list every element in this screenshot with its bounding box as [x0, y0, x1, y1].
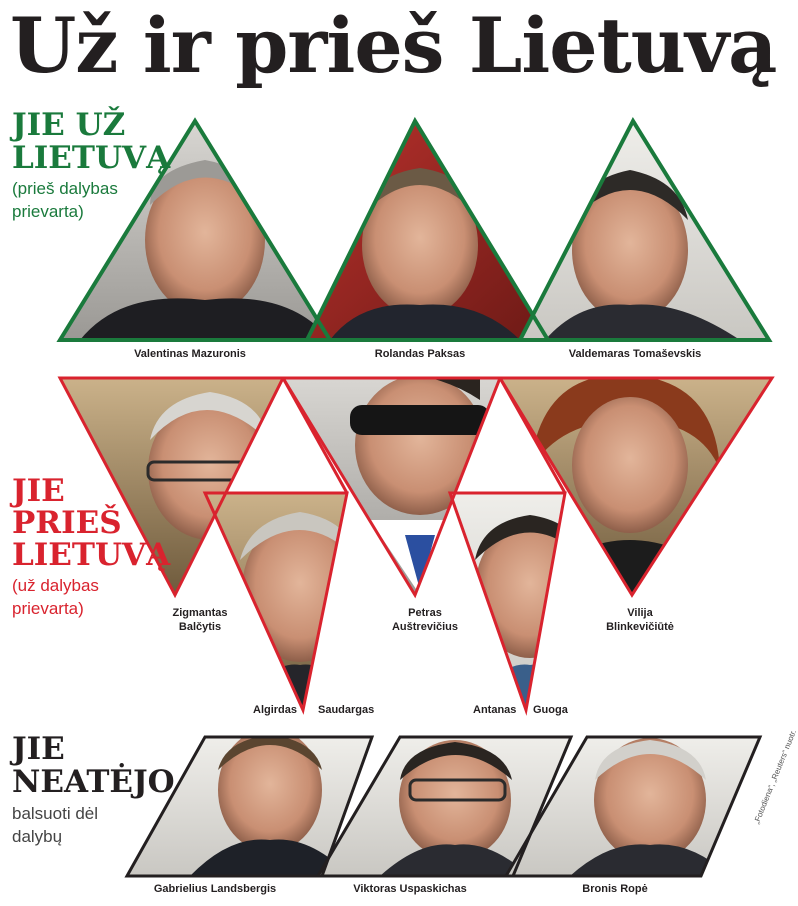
- name-gabrielius-landsbergis: Gabrielius Landsbergis: [153, 883, 277, 895]
- photo-credit: „Fotodiena“, „Reuters“ nuotr.: [752, 728, 798, 826]
- name-vilija-blinkeviciute: [595, 606, 685, 634]
- portrait-valdemaras-tomasevskis: [520, 121, 770, 341]
- first-name: Petras: [408, 607, 442, 619]
- against-heading-line2: PRIEŠ: [12, 505, 122, 541]
- first-name: Vilija: [627, 607, 653, 619]
- portrait-algirdas-saudargas: [205, 493, 360, 711]
- name-bronis-rope: Bronis Ropė: [582, 883, 648, 895]
- for-sub-line1: (prieš dalybas: [12, 179, 118, 198]
- name-valentinas-mazuronis: Valentinas Mazuronis: [134, 348, 246, 360]
- name-petras-austrevicius: [380, 606, 470, 634]
- for-sub-line2: prievarta): [12, 202, 84, 221]
- against-heading-line1: JIE: [12, 473, 65, 509]
- last-name: Balčytis: [178, 621, 222, 633]
- absent-sub-line2: dalybų: [12, 827, 63, 846]
- absent-heading-line2: NEATĖJO: [12, 764, 175, 800]
- name-valdemaras-tomasevskis: Valdemaras Tomaševskis: [568, 348, 702, 360]
- for-heading-line1: JIE UŽ: [12, 107, 126, 143]
- name-zigmantas-balcytis: [160, 606, 240, 634]
- absent-sub-line1: balsuoti dėl: [12, 804, 99, 823]
- first-name: Zigmantas: [172, 607, 228, 619]
- page-title: Už ir prieš Lietuvą: [10, 1, 777, 90]
- absent-heading-line1: JIE: [12, 731, 65, 767]
- name-algirdas-first: Algirdas: [253, 704, 298, 716]
- portrait-rolandas-paksas: [307, 121, 548, 341]
- name-viktoras-uspaskichas: Viktoras Uspaskichas: [353, 883, 467, 895]
- name-antanas-first: Antanas: [473, 704, 517, 716]
- name-antanas-last: Guoga: [533, 704, 568, 716]
- against-sub-line1: (už dalybas: [12, 576, 99, 595]
- portrait-antanas-guoga: [450, 493, 590, 711]
- last-name: Blinkevičiūtė: [606, 621, 674, 633]
- name-rolandas-paksas: Rolandas Paksas: [374, 348, 466, 360]
- against-sub-line2: prievarta): [12, 599, 84, 618]
- against-heading-line3: LIETUVĄ: [12, 537, 171, 573]
- for-heading-line2: LIETUVĄ: [12, 140, 171, 176]
- last-name: Auštrevičius: [391, 621, 459, 633]
- name-algirdas-last: Saudargas: [318, 704, 375, 716]
